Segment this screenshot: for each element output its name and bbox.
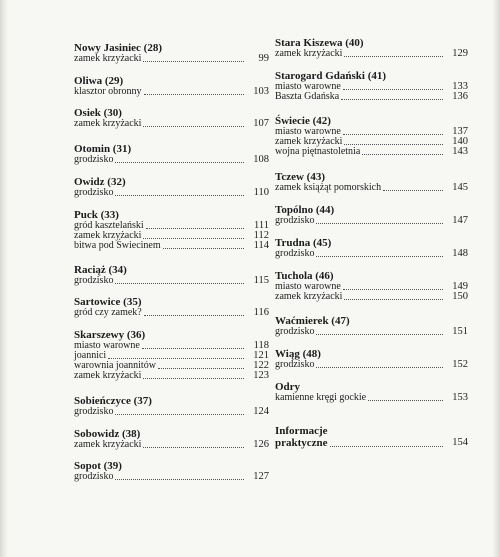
page-number: 111 xyxy=(254,220,269,231)
toc-line-label: wojna piętnastoletnia xyxy=(275,146,361,157)
page-number: 127 xyxy=(253,471,269,482)
toc-entry-stara-kiszewa-40 xyxy=(275,37,468,59)
dot-leader xyxy=(142,348,244,349)
toc-entry-trudna-45 xyxy=(275,237,468,259)
toc-entry-title-line-1: Informacje xyxy=(275,425,328,437)
toc-entry-sobienczyce-37 xyxy=(74,395,269,417)
dot-leader xyxy=(108,358,244,359)
toc-line xyxy=(74,241,269,251)
page-number: 112 xyxy=(253,230,269,241)
page-number: 122 xyxy=(253,360,269,371)
toc-line-label: grodzisko xyxy=(74,275,114,286)
toc-entry-starogard-gdanski-41 xyxy=(275,70,468,102)
toc-entry-oliwa-29 xyxy=(74,75,269,97)
toc-entry-title: Sobowidz (38) xyxy=(74,428,141,440)
dot-leader xyxy=(330,446,443,447)
toc-line-label: zamek krzyżacki xyxy=(74,370,142,381)
page-number: 123 xyxy=(253,370,269,381)
toc-line xyxy=(275,49,468,59)
page-number: 116 xyxy=(253,307,269,318)
dot-leader xyxy=(344,144,443,145)
toc-entry-title: Nowy Jasiniec (28) xyxy=(74,42,162,54)
page-edge-left xyxy=(0,0,8,557)
toc-entry-title: Oliwa (29) xyxy=(74,75,124,87)
dot-leader xyxy=(383,190,443,191)
page-number: 151 xyxy=(452,326,468,337)
toc-entry-title: Sobieńczyce (37) xyxy=(74,395,152,407)
toc-line xyxy=(275,327,468,337)
toc-entry-tuchola-46 xyxy=(275,270,468,302)
toc-line-label: klasztor obronny xyxy=(74,86,142,97)
page-number: 103 xyxy=(253,86,269,97)
toc-line-label: grodzisko xyxy=(275,215,315,226)
toc-entry-owidz-32 xyxy=(74,176,269,198)
toc-entry-title: Tuchola (46) xyxy=(275,270,334,282)
toc-line xyxy=(74,371,269,381)
toc-entry-title: Puck (33) xyxy=(74,209,119,221)
toc-entry-skarszewy-36 xyxy=(74,329,269,381)
toc-line xyxy=(275,147,468,157)
toc-line-label: gród kasztelański xyxy=(74,220,144,231)
page-number: 153 xyxy=(452,392,468,403)
page-edge-right xyxy=(492,0,500,557)
page-number: 118 xyxy=(253,340,269,351)
page-number: 154 xyxy=(452,437,468,448)
page-number: 136 xyxy=(452,91,468,102)
toc-entry-sopot-39 xyxy=(74,460,269,482)
page-number: 115 xyxy=(253,275,269,286)
dot-leader xyxy=(344,56,443,57)
toc-line-label: warownia joannitów xyxy=(74,360,156,371)
page-number: 148 xyxy=(452,248,468,259)
toc-entry-title: Wiąg (48) xyxy=(275,348,321,360)
toc-line-label: zamek książąt pomorskich xyxy=(275,182,382,193)
toc-entry-title: Świecie (42) xyxy=(275,115,331,127)
toc-line-label: miasto warowne xyxy=(275,126,341,137)
toc-line xyxy=(275,360,468,370)
dot-leader xyxy=(144,94,245,95)
toc-line-label: zamek krzyżacki xyxy=(275,48,343,59)
toc-entry-title: Skarszewy (36) xyxy=(74,329,146,341)
page-number: 152 xyxy=(452,359,468,370)
toc-line xyxy=(275,393,468,403)
toc-entry-tczew-43 xyxy=(275,171,468,193)
toc-line-label: zamek krzyżacki xyxy=(275,136,343,147)
dot-leader xyxy=(362,154,443,155)
toc-entry-title: Raciąż (34) xyxy=(74,264,127,276)
toc-line xyxy=(74,407,269,417)
toc-line-label: zamek krzyżacki xyxy=(74,118,142,129)
toc-line-label: gród czy zamek? xyxy=(74,307,142,318)
toc-line xyxy=(74,87,269,97)
page-number: 107 xyxy=(253,118,269,129)
toc-line xyxy=(74,440,269,450)
toc-entry-otomin-31 xyxy=(74,143,269,165)
toc-entry-sartowice-35 xyxy=(74,296,269,318)
toc-line-label: joannici xyxy=(74,350,107,361)
toc-line-label: miasto warowne xyxy=(275,81,341,92)
toc-entry-title: Owidz (32) xyxy=(74,176,126,188)
page-number: 147 xyxy=(452,215,468,226)
page-number: 129 xyxy=(452,48,468,59)
toc-entry-title: Sartowice (35) xyxy=(74,296,142,308)
dot-leader xyxy=(343,89,443,90)
toc-line-label: zamek krzyżacki xyxy=(275,291,343,302)
toc-line xyxy=(275,216,468,226)
toc-entry-title: Stara Kiszewa (40) xyxy=(275,37,364,49)
toc-line xyxy=(74,155,269,165)
dot-leader xyxy=(115,414,244,415)
dot-leader xyxy=(143,447,244,448)
page-number: 124 xyxy=(253,406,269,417)
toc-entry-title: Waćmierek (47) xyxy=(275,315,350,327)
dot-leader xyxy=(343,289,443,290)
toc-entry-swiecie-42 xyxy=(275,115,468,157)
toc-line-label: kamienne kręgi gockie xyxy=(275,392,367,403)
toc-entry-odry xyxy=(275,381,468,403)
dot-leader xyxy=(143,61,244,62)
page-number: 110 xyxy=(253,187,269,198)
dot-leader xyxy=(316,367,443,368)
page-number: 108 xyxy=(253,154,269,165)
toc-line xyxy=(74,54,269,64)
toc-entry-title: Otomin (31) xyxy=(74,143,132,155)
toc-entry-title: Sopot (39) xyxy=(74,460,122,472)
page-number: 99 xyxy=(258,53,269,64)
toc-line xyxy=(74,276,269,286)
toc-line xyxy=(74,188,269,198)
dot-leader xyxy=(143,126,244,127)
toc-line-label: zamek krzyżacki xyxy=(74,230,142,241)
toc-line-label: grodzisko xyxy=(74,187,114,198)
page-number: 140 xyxy=(452,136,468,147)
dot-leader xyxy=(316,223,443,224)
toc-entry-osiek-30 xyxy=(74,107,269,129)
toc-line xyxy=(74,119,269,129)
toc-entry-puck-33 xyxy=(74,209,269,251)
page-number: 143 xyxy=(452,146,468,157)
dot-leader xyxy=(316,334,443,335)
dot-leader xyxy=(368,400,443,401)
toc-line xyxy=(275,292,468,302)
toc-line xyxy=(275,92,468,102)
toc-line-label: grodzisko xyxy=(275,359,315,370)
page-number: 145 xyxy=(452,182,468,193)
toc-line-label: grodzisko xyxy=(74,154,114,165)
toc-entry-title: Topólno (44) xyxy=(275,204,335,216)
dot-leader xyxy=(143,378,244,379)
toc-entry-raciaz-34 xyxy=(74,264,269,286)
page-number: 137 xyxy=(452,126,468,137)
dot-leader xyxy=(341,99,443,100)
toc-line-label: miasto warowne xyxy=(275,281,341,292)
toc-line xyxy=(275,249,468,259)
toc-entry-title-line-2: praktyczne xyxy=(275,437,328,449)
page-number: 150 xyxy=(452,291,468,302)
dot-leader xyxy=(163,248,244,249)
toc-entry-title: Odry xyxy=(275,381,301,393)
page-number: 114 xyxy=(253,240,269,251)
toc-line-label: zamek krzyżacki xyxy=(74,53,142,64)
toc-line-label: zamek krzyżacki xyxy=(74,439,142,450)
dot-leader xyxy=(344,299,443,300)
dot-leader xyxy=(343,134,443,135)
toc-line-label: grodzisko xyxy=(74,471,114,482)
dot-leader xyxy=(316,256,443,257)
toc-line-label: grodzisko xyxy=(275,326,315,337)
toc-line xyxy=(74,308,269,318)
toc-entry-topolno-44 xyxy=(275,204,468,226)
toc-entry-nowy-jasiniec-28 xyxy=(74,42,269,64)
toc-entry-title: Starogard Gdański (41) xyxy=(275,70,387,82)
dot-leader xyxy=(115,162,244,163)
toc-entry-title: Trudna (45) xyxy=(275,237,332,249)
toc-entry-wiag-48 xyxy=(275,348,468,370)
toc-entry-informacje-praktyczne xyxy=(275,425,468,449)
page-number: 126 xyxy=(253,439,269,450)
toc-line-label: miasto warowne xyxy=(74,340,140,351)
toc-entry-sobowidz-38 xyxy=(74,428,269,450)
toc-line-label: Baszta Gdańska xyxy=(275,91,340,102)
dot-leader xyxy=(144,315,244,316)
toc-entry-title: Tczew (43) xyxy=(275,171,325,183)
toc-line xyxy=(74,472,269,482)
page-number: 149 xyxy=(452,281,468,292)
dot-leader xyxy=(115,195,244,196)
toc-line xyxy=(275,437,468,449)
dot-leader xyxy=(143,238,244,239)
toc-line xyxy=(275,183,468,193)
toc-line-label: grodzisko xyxy=(275,248,315,259)
toc-entry-wacmierek-47 xyxy=(275,315,468,337)
dot-leader xyxy=(115,479,244,480)
toc-entry-title: Osiek (30) xyxy=(74,107,122,119)
dot-leader xyxy=(115,283,244,284)
dot-leader xyxy=(158,368,244,369)
dot-leader xyxy=(146,228,244,229)
toc-line-label: bitwa pod Świecinem xyxy=(74,240,161,251)
page-number: 133 xyxy=(452,81,468,92)
page-number: 121 xyxy=(253,350,269,361)
toc-line-label: grodzisko xyxy=(74,406,114,417)
